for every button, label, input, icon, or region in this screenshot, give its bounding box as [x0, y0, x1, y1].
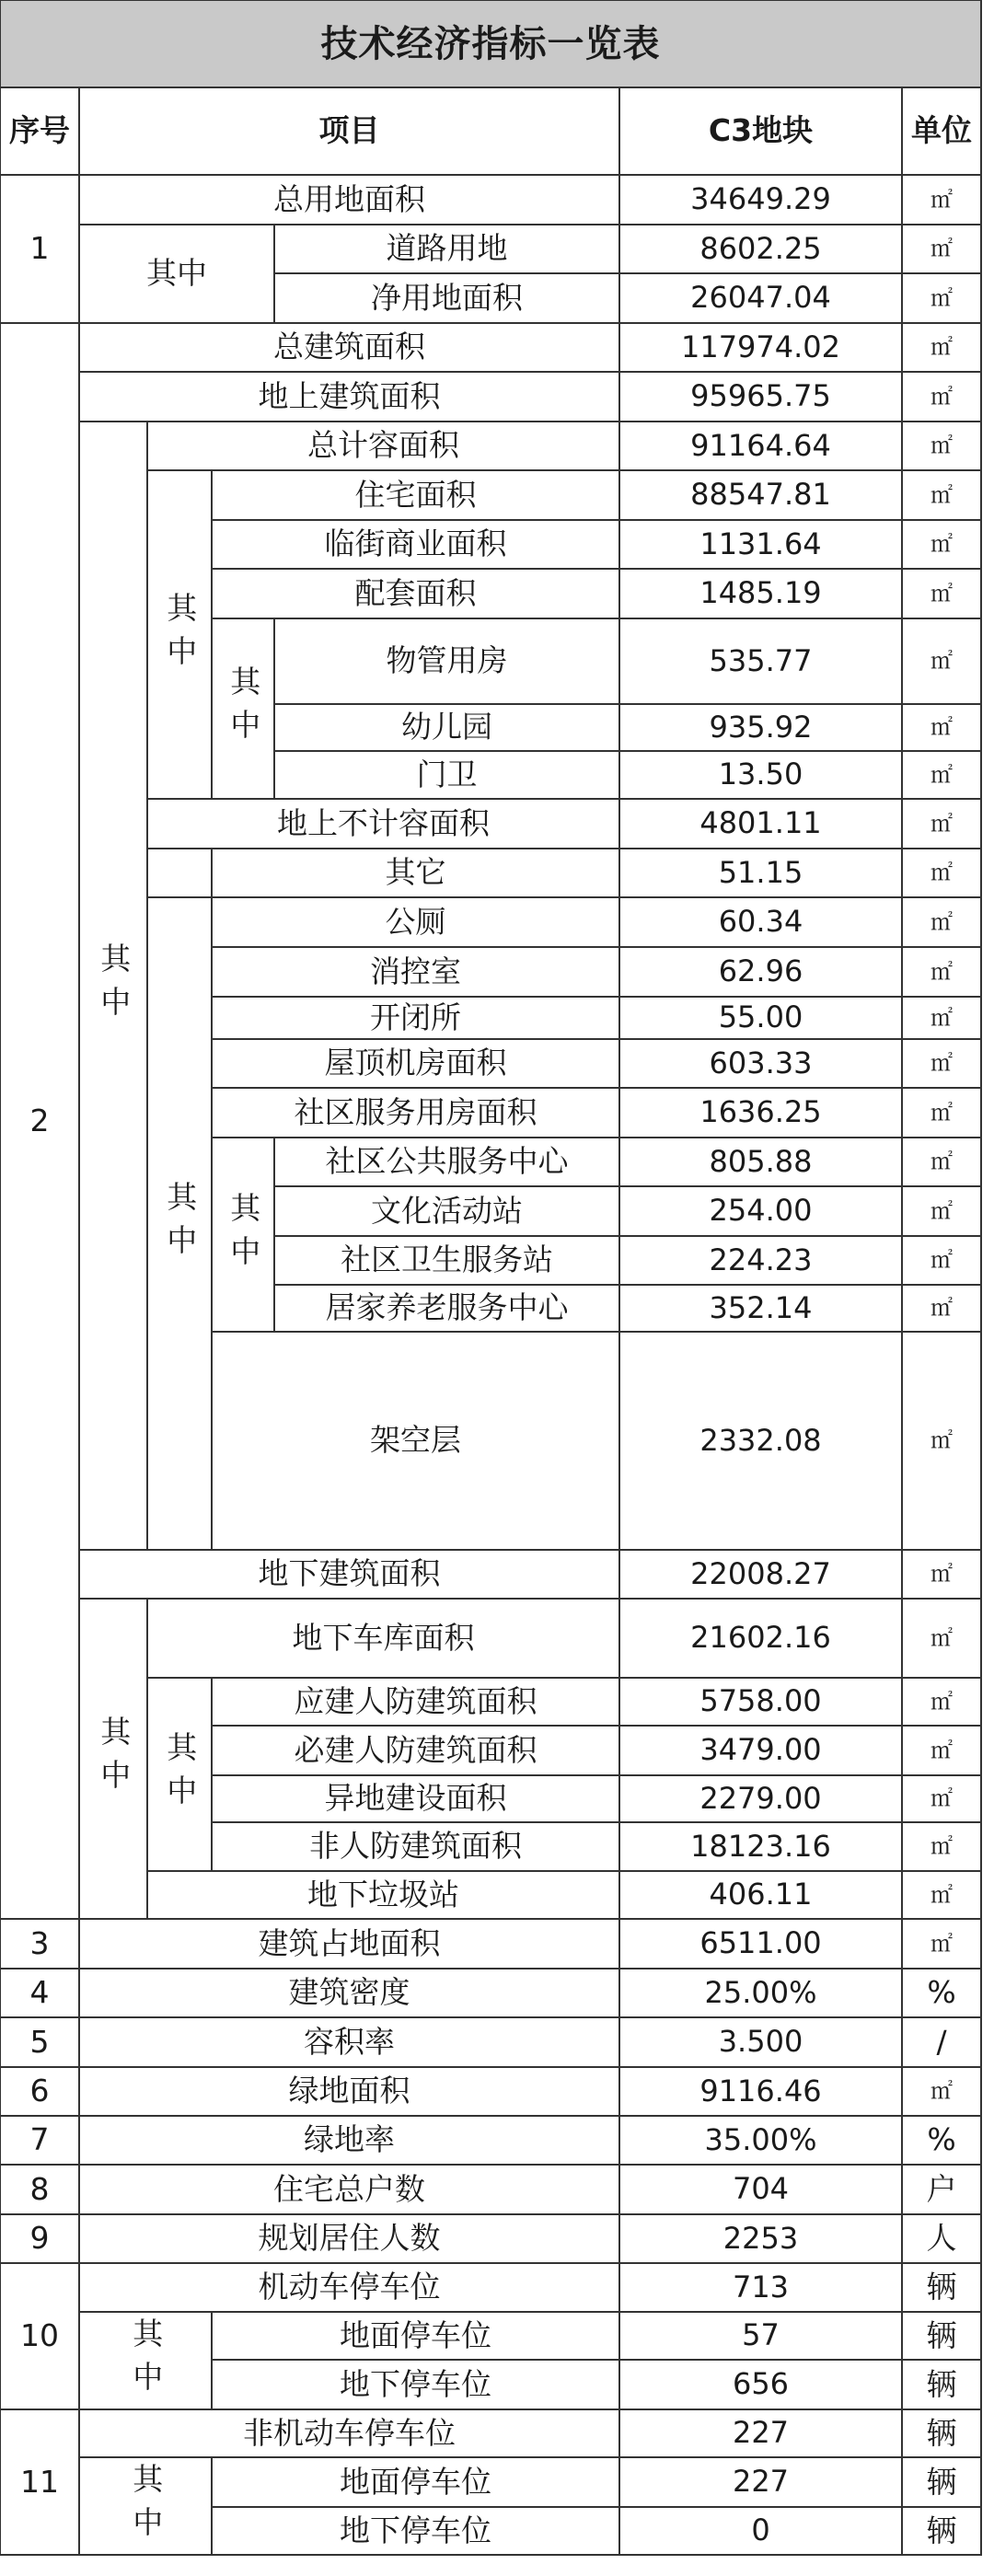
row-label: 地上不计容面积	[277, 804, 490, 841]
row-value: 26047.04	[690, 280, 831, 316]
row-label: 文化活动站	[371, 1192, 523, 1229]
row-value: 406.11	[709, 1877, 813, 1912]
row-value: 18123.16	[690, 1828, 831, 1864]
row-value: 8602.25	[699, 230, 822, 266]
row-unit: ㎡	[930, 433, 953, 459]
row-label: 必建人防建筑面积	[294, 1731, 537, 1768]
header-unit: 单位	[911, 112, 972, 149]
row-label: 地下车库面积	[292, 1619, 475, 1656]
grid-line	[901, 87, 903, 2556]
sub-group-label: 其中	[128, 2317, 165, 2404]
row-value: 6511.00	[699, 1925, 822, 1961]
row-value: 227	[732, 2464, 790, 2500]
header-item: 项目	[318, 112, 380, 149]
sub-group-label: 其中	[162, 1180, 199, 1267]
sub-group-label: 其中	[128, 2463, 165, 2549]
row-label: 建筑密度	[288, 1974, 410, 2011]
row-label: 其它	[385, 854, 446, 891]
grid-line	[273, 618, 275, 800]
row-unit: /	[936, 2023, 947, 2060]
row-unit: ㎡	[930, 1099, 953, 1126]
row-value: 2279.00	[699, 1780, 822, 1816]
row-unit: 辆	[926, 2512, 957, 2548]
row-label: 居家养老服务中心	[325, 1289, 569, 1326]
row-unit: 户	[926, 2170, 957, 2207]
row-unit: 辆	[926, 2463, 957, 2500]
row-unit: 辆	[926, 2269, 957, 2305]
grid-line	[0, 0, 1, 2556]
seq-number: 6	[29, 2073, 50, 2109]
seq-number: 1	[29, 230, 50, 267]
row-unit: ㎡	[930, 2078, 953, 2105]
row-label: 公厕	[385, 903, 446, 940]
row-label: 架空层	[370, 1422, 461, 1459]
row-value: 51.15	[718, 854, 803, 890]
row-label: 绿地面积	[288, 2073, 410, 2109]
grid-line	[146, 1549, 213, 1551]
row-value: 1636.25	[699, 1094, 822, 1130]
grid-line	[78, 87, 80, 2556]
row-label: 住宅总户数	[273, 2170, 425, 2207]
row-value: 713	[732, 2269, 790, 2305]
row-value: 55.00	[718, 999, 803, 1035]
row-label: 住宅面积	[354, 476, 477, 513]
row-unit: ㎡	[930, 186, 953, 213]
seq-number: 10	[20, 2317, 59, 2354]
grid-line	[0, 2554, 982, 2556]
row-label: 屋顶机房面积	[324, 1045, 507, 1081]
grid-line	[0, 174, 982, 176]
row-label: 地下垃圾站	[307, 1876, 459, 1912]
row-label: 地上建筑面积	[258, 377, 441, 414]
row-unit: ㎡	[930, 1930, 953, 1957]
seq-number: 7	[29, 2121, 50, 2158]
sub-group-label: 其中	[162, 591, 199, 678]
sub-group-label: 其中	[225, 665, 262, 752]
grid-line	[211, 2456, 213, 2556]
row-unit: ㎡	[930, 1688, 953, 1715]
grid-line	[211, 798, 275, 800]
row-value: 25.00%	[704, 1974, 817, 2010]
row-label: 社区公共服务中心	[325, 1143, 569, 1180]
row-label: 机动车停车位	[258, 2269, 441, 2305]
row-value: 4801.11	[699, 805, 822, 841]
row-label: 幼儿园	[401, 709, 492, 745]
row-unit: ㎡	[930, 1427, 953, 1454]
sub-group-label: 其中	[162, 1731, 199, 1818]
seq-number: 4	[29, 1974, 50, 2011]
grid-line	[78, 2409, 213, 2410]
row-value: 3479.00	[699, 1732, 822, 1768]
row-value: 2332.08	[699, 1422, 822, 1458]
row-label: 非人防建筑面积	[309, 1828, 522, 1865]
row-unit: ㎡	[930, 1004, 953, 1031]
row-value: 21602.16	[690, 1620, 831, 1656]
row-unit: ㎡	[930, 958, 953, 985]
grid-line	[0, 87, 982, 88]
row-unit: ㎡	[930, 810, 953, 837]
row-label: 总建筑面积	[273, 329, 425, 365]
row-label: 地面停车位	[340, 2316, 491, 2353]
seq-number: 11	[20, 2463, 59, 2500]
grid-line	[146, 798, 213, 800]
row-unit: ㎡	[930, 860, 953, 886]
row-value: 656	[732, 2366, 790, 2402]
row-label: 建筑占地面积	[258, 1924, 441, 1961]
sub-group-label: 其中	[96, 1715, 133, 1802]
seq-number: 5	[29, 2023, 50, 2060]
grid-line	[78, 322, 275, 324]
row-unit: ㎡	[930, 580, 953, 606]
grid-line	[211, 1677, 213, 1872]
row-unit: %	[927, 1974, 956, 2011]
row-unit: ㎡	[930, 1737, 953, 1763]
row-value: 88547.81	[690, 477, 831, 513]
grid-line	[980, 0, 982, 2556]
row-label: 物管用房	[386, 642, 508, 679]
grid-line	[211, 848, 213, 898]
row-unit: ㎡	[930, 714, 953, 741]
row-unit: ㎡	[930, 761, 953, 788]
row-label: 地面停车位	[340, 2463, 491, 2500]
row-label: 社区卫生服务站	[341, 1242, 553, 1278]
row-value: 62.96	[718, 953, 803, 989]
row-unit: ㎡	[930, 1247, 953, 1274]
row-unit: ㎡	[930, 1149, 953, 1175]
seq-number: 8	[29, 2170, 50, 2207]
grid-line	[211, 2311, 213, 2410]
grid-line	[273, 1137, 275, 1333]
row-unit: 辆	[926, 2316, 957, 2353]
row-label: 地下停车位	[340, 2512, 491, 2548]
grid-line	[618, 87, 620, 2556]
row-label: 地下建筑面积	[258, 1555, 441, 1592]
row-unit: ㎡	[930, 236, 953, 262]
row-value: 95965.75	[690, 378, 831, 414]
row-unit: %	[927, 2121, 956, 2158]
row-unit: ㎡	[930, 383, 953, 410]
table-title: 技术经济指标一览表	[0, 0, 981, 87]
sub-group-label: 其中	[96, 942, 133, 1029]
grid-line	[211, 1331, 275, 1333]
grid-line	[273, 224, 275, 324]
row-unit: ㎡	[930, 481, 953, 508]
row-label: 净用地面积	[371, 279, 523, 316]
row-value: 352.14	[709, 1289, 813, 1325]
row-value: 254.00	[709, 1193, 813, 1229]
row-value: 535.77	[709, 642, 813, 678]
row-label: 总计容面积	[307, 427, 459, 464]
grid-line	[78, 1918, 148, 1920]
row-unit: ㎡	[930, 1785, 953, 1812]
row-value: 0	[751, 2512, 770, 2548]
row-unit: ㎡	[930, 1881, 953, 1908]
row-label: 规划居住人数	[258, 2220, 441, 2257]
row-value: 935.92	[709, 709, 813, 745]
row-value: 1131.64	[699, 526, 822, 561]
grid-line	[0, 0, 982, 1]
row-label: 开闭所	[370, 999, 461, 1035]
row-value: 805.88	[709, 1143, 813, 1179]
row-unit: 人	[926, 2220, 957, 2257]
row-value: 91164.64	[690, 427, 831, 463]
row-label: 非机动车停车位	[243, 2414, 456, 2451]
row-unit: ㎡	[930, 1833, 953, 1860]
row-value: 13.50	[718, 757, 803, 792]
row-label: 应建人防建筑面积	[294, 1682, 537, 1719]
row-label: 绿地率	[304, 2121, 395, 2158]
sub-group-label: 其中	[146, 255, 207, 292]
row-unit: ㎡	[930, 1561, 953, 1588]
sub-group-label	[147, 849, 212, 897]
row-unit: 辆	[926, 2365, 957, 2402]
row-label: 容积率	[304, 2023, 395, 2060]
row-value: 5758.00	[699, 1683, 822, 1719]
seq-number: 9	[29, 2220, 50, 2257]
row-unit: ㎡	[930, 648, 953, 675]
header-seq: 序号	[9, 112, 70, 149]
row-unit: ㎡	[930, 531, 953, 558]
row-label: 消控室	[370, 953, 461, 989]
row-label: 门卫	[416, 756, 478, 792]
row-unit: ㎡	[930, 908, 953, 935]
row-unit: ㎡	[930, 1624, 953, 1651]
row-value: 3.500	[718, 2024, 803, 2060]
grid-line	[146, 1870, 213, 1872]
row-value: 117974.02	[680, 329, 841, 364]
row-label: 配套面积	[354, 574, 477, 611]
row-value: 224.23	[709, 1242, 813, 1277]
row-unit: ㎡	[930, 1197, 953, 1224]
row-label: 异地建设面积	[324, 1780, 507, 1817]
row-value: 57	[742, 2317, 780, 2353]
row-value: 1485.19	[699, 575, 822, 611]
row-value: 704	[732, 2171, 790, 2207]
row-label: 社区服务用房面积	[294, 1093, 537, 1130]
row-value: 22008.27	[690, 1555, 831, 1591]
row-value: 603.33	[709, 1045, 813, 1080]
row-label: 地下停车位	[340, 2365, 491, 2402]
row-value: 60.34	[718, 904, 803, 940]
row-unit: ㎡	[930, 334, 953, 361]
row-value: 2253	[722, 2220, 799, 2256]
row-label: 道路用地	[386, 230, 508, 267]
row-unit: 辆	[926, 2414, 957, 2451]
seq-number: 3	[29, 1924, 50, 1961]
row-unit: ㎡	[930, 284, 953, 311]
row-label: 临街商业面积	[324, 526, 507, 562]
row-value: 227	[732, 2415, 790, 2451]
header-value: C3地块	[708, 112, 814, 149]
row-unit: ㎡	[930, 1295, 953, 1322]
row-value: 35.00%	[704, 2121, 817, 2157]
row-value: 34649.29	[690, 181, 831, 217]
row-unit: ㎡	[930, 1050, 953, 1077]
seq-number: 2	[29, 1102, 50, 1138]
row-label: 总用地面积	[273, 180, 425, 217]
row-value: 9116.46	[699, 2073, 822, 2108]
sub-group-label: 其中	[225, 1191, 262, 1278]
grid-line	[78, 1549, 148, 1551]
